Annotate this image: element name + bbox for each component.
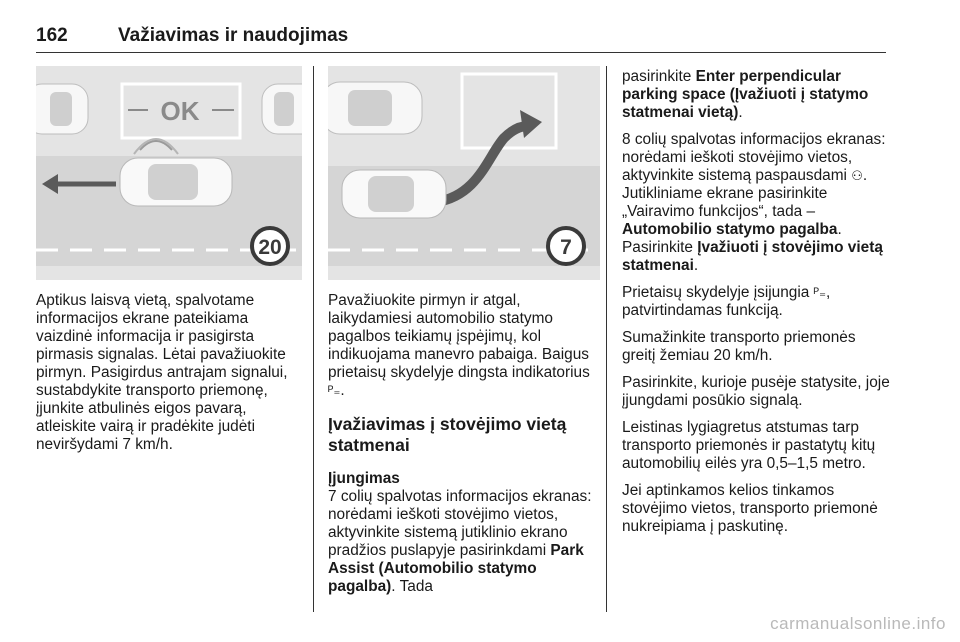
column-divider: [313, 66, 314, 612]
paragraph: Prietaisų skydelyje įsijungia ᴾ₌, patvirtindamas funkciją.: [622, 284, 831, 319]
column-1: [36, 292, 302, 462]
subheading: Įjungimas: [328, 470, 400, 487]
page-number: 162: [36, 25, 68, 46]
paragraph: Pavažiuokite pirmyn ir atgal, laikydamiesi automobilio statymo pagalbos teikiamų įspėjimų, kol indikuojama manevro pabaiga. Baigus prietaisų skydelyje dingsta indikatorius ᴾ₌.: [328, 292, 590, 399]
figure-badge: 7: [560, 236, 572, 259]
paragraph: Sumažinkite transporto priemonės greitį žemiau 20 km/h.: [622, 329, 856, 364]
column-2: [328, 292, 598, 604]
section-heading: Įvažiavimas į stovėjimo vietą statmenai: [328, 414, 567, 455]
paragraph: Jei aptinkamos kelios tinkamos stovėjimo vietos, transporto priemonė nukreipiama į paskutinę.: [622, 482, 878, 535]
paragraph: Leistinas lygiagretus atstumas tarp transporto priemonės ir pastatytų kitų automobilių eilės yra 0,5–1,5 metro.: [622, 419, 876, 472]
column-3: [622, 68, 892, 545]
ok-label: OK: [160, 96, 200, 126]
column-divider: [606, 66, 607, 612]
parking-indicator-icon: ᴾ₌: [328, 383, 341, 398]
figure-badge: 20: [258, 236, 282, 259]
moving-car: [120, 158, 232, 206]
paragraph: pasirinkite Enter perpendicular parking space (Įvažiuoti į statymo statmenai vietą).: [622, 68, 869, 121]
moving-car: [342, 170, 446, 218]
paragraph: Aptikus laisvą vietą, spalvotame informacijos ekrane pateikiama vaizdinė informacija ir pasigirsta pirmasis signalas. Lėtai pavažiuokite pirmyn. Pasigirdus antrajam signalui, sustabdykite transporto priemonę, įjunkite atbulinės eigos pavarą, atleiskite vairą ir pradėkite judėti neviršydami 7 km/h.: [36, 292, 288, 453]
car-button-icon: ⚇: [851, 168, 863, 183]
figure-parallel-parking: [36, 66, 302, 280]
parked-car-right: [262, 84, 302, 134]
parked-car: [328, 82, 422, 134]
paragraph: 7 colių spalvotas informacijos ekranas: norėdami ieškoti stovėjimo vietos, aktyvinkite sistemą jutiklinio ekrano pradžios puslapyje pasirinkdami Park Assist (Automobilio statymo pagalba). Tada: [328, 488, 592, 595]
parked-car-left: [36, 84, 88, 134]
watermark: carmanualsonline.info: [770, 614, 946, 633]
page-title: Važiavimas ir naudojimas: [118, 25, 349, 46]
page-header: [36, 22, 886, 53]
parking-indicator-icon: ᴾ₌: [813, 285, 826, 300]
paragraph: 8 colių spalvotas informacijos ekranas: norėdami ieškoti stovėjimo vietos, aktyvinkite sistemą paspausdami ⚇. Jutikliniame ekrane pasirinkite „Vairavimo funkcijos“, tada – Automobilio statymo pagalba. Pasirinkite Įvažiuoti į stovėjimo vietą statmenai.: [622, 131, 886, 274]
figure-forward-maneuver: [328, 66, 600, 280]
paragraph: Pasirinkite, kurioje pusėje statysite, joje įjungdami posūkio signalą.: [622, 374, 890, 409]
